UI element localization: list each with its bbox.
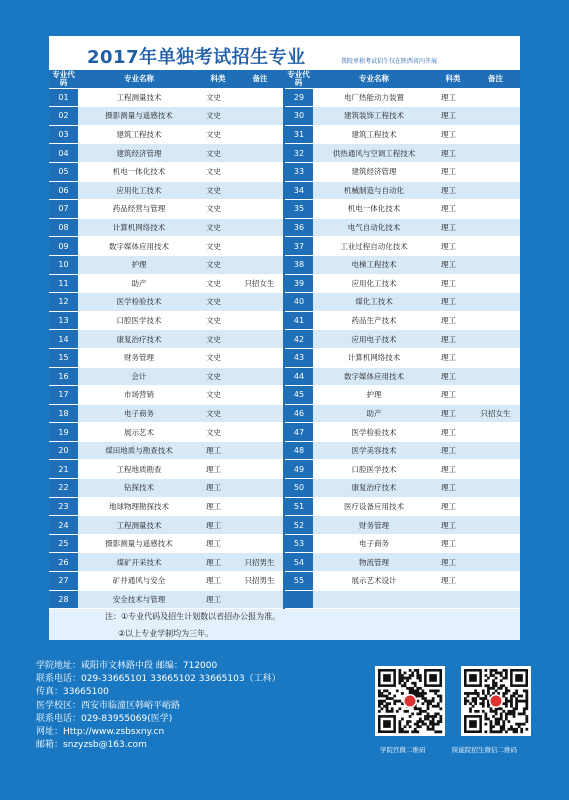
major-note xyxy=(471,460,520,479)
major-note: 只招女生 xyxy=(471,404,520,423)
major-category: 文史 xyxy=(200,218,236,237)
medical-phone-line: 联系电话：029-83955069(医学) xyxy=(36,713,173,724)
major-note xyxy=(236,200,284,219)
major-name: 工业过程自动化技术 xyxy=(313,237,435,256)
major-name: 地球物理勘探技术 xyxy=(78,497,200,516)
major-name: 工程测量技术 xyxy=(78,516,200,535)
major-code: 47 xyxy=(284,423,313,442)
major-note xyxy=(471,423,520,442)
column-header: 科类 xyxy=(435,70,471,88)
major-note xyxy=(236,181,284,200)
table-row xyxy=(49,367,520,386)
major-category: 文史 xyxy=(200,311,236,330)
major-name: 应用化工技术 xyxy=(313,274,435,293)
major-code: 26 xyxy=(49,553,78,572)
major-name: 摄影测量与遥感技术 xyxy=(78,534,200,553)
table-row xyxy=(49,572,520,591)
major-code: 12 xyxy=(49,293,78,312)
major-name: 药品生产技术 xyxy=(313,311,435,330)
table-row xyxy=(49,460,520,479)
table-row xyxy=(49,88,520,107)
major-note xyxy=(471,330,520,349)
major-code: 34 xyxy=(284,181,313,200)
table-row xyxy=(49,107,520,126)
major-note: 只招男生 xyxy=(236,553,284,572)
major-note xyxy=(471,237,520,256)
major-note xyxy=(236,460,284,479)
major-category: 理工 xyxy=(435,553,471,572)
major-name: 矿井通风与安全 xyxy=(78,572,200,591)
fax-line: 传真：33665100 xyxy=(36,687,109,698)
major-name: 助产 xyxy=(313,404,435,423)
major-name: 应用电子技术 xyxy=(313,330,435,349)
major-category: 理工 xyxy=(435,404,471,423)
major-name: 口腔医学技术 xyxy=(313,460,435,479)
major-code: 11 xyxy=(49,274,78,293)
major-code: 49 xyxy=(284,460,313,479)
major-name: 供热通风与空调工程技术 xyxy=(313,144,435,163)
major-category: 理工 xyxy=(435,479,471,498)
major-category: 理工 xyxy=(435,274,471,293)
major-category xyxy=(435,590,471,609)
major-category: 文史 xyxy=(200,200,236,219)
major-code: 15 xyxy=(49,348,78,367)
major-code: 21 xyxy=(49,460,78,479)
table-row xyxy=(49,386,520,405)
major-code: 20 xyxy=(49,441,78,460)
major-note xyxy=(471,218,520,237)
major-note xyxy=(236,107,284,126)
major-category: 理工 xyxy=(435,497,471,516)
major-category: 理工 xyxy=(435,311,471,330)
major-category: 理工 xyxy=(435,423,471,442)
major-code: 24 xyxy=(49,516,78,535)
major-category: 理工 xyxy=(435,144,471,163)
major-note xyxy=(236,367,284,386)
major-category: 理工 xyxy=(435,125,471,144)
column-header: 专业名称 xyxy=(78,70,200,88)
table-row xyxy=(49,255,520,274)
major-note: 只招女生 xyxy=(236,274,284,293)
major-category: 理工 xyxy=(435,88,471,107)
table-row xyxy=(49,181,520,200)
major-code: 05 xyxy=(49,162,78,181)
page-subtitle: 我院单独考试招生仅在陕西省内开展 xyxy=(341,58,438,65)
major-code: 04 xyxy=(49,144,78,163)
major-note xyxy=(236,590,284,609)
major-name: 工程地质勘查 xyxy=(78,460,200,479)
major-name: 建筑工程技术 xyxy=(313,125,435,144)
major-code: 39 xyxy=(284,274,313,293)
table-row xyxy=(49,497,520,516)
major-category: 文史 xyxy=(200,144,236,163)
major-note xyxy=(471,553,520,572)
major-name: 口腔医学技术 xyxy=(78,311,200,330)
major-name: 计算机网络技术 xyxy=(78,218,200,237)
major-code: 40 xyxy=(284,293,313,312)
major-category: 理工 xyxy=(435,572,471,591)
major-name: 电气自动化技术 xyxy=(313,218,435,237)
major-code: 48 xyxy=(284,441,313,460)
major-note xyxy=(236,404,284,423)
major-note xyxy=(236,125,284,144)
major-name: 医学美容技术 xyxy=(313,441,435,460)
major-code: 52 xyxy=(284,516,313,535)
major-name: 医疗设备应用技术 xyxy=(313,497,435,516)
major-note xyxy=(236,516,284,535)
major-code: 06 xyxy=(49,181,78,200)
major-code: 28 xyxy=(49,590,78,609)
column-header: 专业代码 xyxy=(49,70,78,88)
qr-code-icon xyxy=(461,666,531,736)
major-code: 18 xyxy=(49,404,78,423)
major-code: 43 xyxy=(284,348,313,367)
major-name: 计算机网络技术 xyxy=(313,348,435,367)
major-category: 理工 xyxy=(435,107,471,126)
major-name: 机电一体化技术 xyxy=(78,162,200,181)
qr-caption: 学院官微二维码 xyxy=(380,746,426,754)
column-header: 专业名称 xyxy=(313,70,435,88)
major-category: 文史 xyxy=(200,367,236,386)
major-name: 应用化工技术 xyxy=(78,181,200,200)
major-category: 文史 xyxy=(200,386,236,405)
major-code: 53 xyxy=(284,534,313,553)
medical-campus-line: 医学校区：西安市临潼区韩峪平峪路 xyxy=(36,700,181,711)
major-name: 建筑经济管理 xyxy=(313,162,435,181)
table-row xyxy=(49,423,520,442)
column-header: 科类 xyxy=(200,70,236,88)
major-category: 文史 xyxy=(200,330,236,349)
major-category: 理工 xyxy=(435,200,471,219)
major-category: 理工 xyxy=(200,441,236,460)
major-category: 理工 xyxy=(435,255,471,274)
major-name: 数字媒体应用技术 xyxy=(78,237,200,256)
major-category: 文史 xyxy=(200,348,236,367)
major-category: 文史 xyxy=(200,162,236,181)
major-note xyxy=(236,534,284,553)
major-code: 10 xyxy=(49,255,78,274)
major-code: 07 xyxy=(49,200,78,219)
major-name: 展示艺术 xyxy=(78,423,200,442)
major-name: 药品经营与管理 xyxy=(78,200,200,219)
table-row xyxy=(49,479,520,498)
major-code: 44 xyxy=(284,367,313,386)
major-note xyxy=(236,497,284,516)
table-row xyxy=(49,237,520,256)
major-note xyxy=(236,330,284,349)
email-line: 邮箱：snzyzsb@163.com xyxy=(36,740,147,751)
table-header-row xyxy=(49,70,520,88)
major-code: 37 xyxy=(284,237,313,256)
major-code: 38 xyxy=(284,255,313,274)
major-note xyxy=(471,200,520,219)
major-category: 理工 xyxy=(435,181,471,200)
major-name: 钻探技术 xyxy=(78,479,200,498)
major-note xyxy=(471,348,520,367)
table-row xyxy=(49,311,520,330)
major-category: 文史 xyxy=(200,404,236,423)
major-code: 13 xyxy=(49,311,78,330)
table-row xyxy=(49,404,520,423)
major-name: 财务管理 xyxy=(313,516,435,535)
major-code: 19 xyxy=(49,423,78,442)
major-name: 煤田地质与勘查技术 xyxy=(78,441,200,460)
major-code: 51 xyxy=(284,497,313,516)
title-bar xyxy=(49,36,520,70)
major-category: 理工 xyxy=(435,534,471,553)
major-category: 理工 xyxy=(200,516,236,535)
column-header: 专业代码 xyxy=(284,70,313,88)
major-code xyxy=(284,590,313,609)
major-code: 17 xyxy=(49,386,78,405)
major-code: 41 xyxy=(284,311,313,330)
major-code: 03 xyxy=(49,125,78,144)
major-name: 工程测量技术 xyxy=(78,88,200,107)
major-name: 数字媒体应用技术 xyxy=(313,367,435,386)
major-code: 25 xyxy=(49,534,78,553)
major-code: 22 xyxy=(49,479,78,498)
major-code: 35 xyxy=(284,200,313,219)
major-code: 54 xyxy=(284,553,313,572)
major-name: 机械制造与自动化 xyxy=(313,181,435,200)
major-name: 医学检验技术 xyxy=(313,423,435,442)
major-note xyxy=(236,423,284,442)
major-name: 康复治疗技术 xyxy=(313,479,435,498)
column-header: 备注 xyxy=(236,70,284,88)
major-code: 55 xyxy=(284,572,313,591)
major-name: 市场营销 xyxy=(78,386,200,405)
major-category: 文史 xyxy=(200,237,236,256)
major-code: 14 xyxy=(49,330,78,349)
major-category: 文史 xyxy=(200,107,236,126)
major-name: 展示艺术设计 xyxy=(313,572,435,591)
table-row xyxy=(49,293,520,312)
table-row xyxy=(49,274,520,293)
major-category: 文史 xyxy=(200,181,236,200)
major-code: 01 xyxy=(49,88,78,107)
major-note xyxy=(236,293,284,312)
table-row xyxy=(49,590,520,609)
page-title: 2017年单独考试招生专业 xyxy=(87,47,306,68)
major-note xyxy=(471,311,520,330)
major-category: 文史 xyxy=(200,423,236,442)
major-category: 文史 xyxy=(200,274,236,293)
major-category: 理工 xyxy=(200,553,236,572)
major-note xyxy=(471,274,520,293)
major-category: 理工 xyxy=(200,479,236,498)
table-row xyxy=(49,348,520,367)
major-note xyxy=(236,311,284,330)
major-note xyxy=(236,162,284,181)
major-name: 煤化工技术 xyxy=(313,293,435,312)
qr-code-icon xyxy=(375,666,445,736)
major-category: 文史 xyxy=(200,255,236,274)
major-name: 摄影测量与遥感技术 xyxy=(78,107,200,126)
major-category: 理工 xyxy=(435,460,471,479)
major-note: 只招男生 xyxy=(236,572,284,591)
website-line: 网址：Http://www.zsbsxny.cn xyxy=(36,727,165,738)
major-category: 理工 xyxy=(435,162,471,181)
major-code: 09 xyxy=(49,237,78,256)
major-note xyxy=(471,107,520,126)
major-note xyxy=(236,441,284,460)
major-note xyxy=(471,144,520,163)
major-name: 护理 xyxy=(78,255,200,274)
major-category: 理工 xyxy=(435,237,471,256)
address-line: 学院地址：咸阳市文林路中段 邮编：712000 xyxy=(36,661,218,671)
admissions-card xyxy=(49,36,520,640)
major-note xyxy=(471,293,520,312)
major-note xyxy=(471,441,520,460)
table-row xyxy=(49,144,520,163)
phone-line: 联系电话：029-33665101 33665102 33665103（工科） xyxy=(36,674,281,685)
major-note xyxy=(471,255,520,274)
major-code: 50 xyxy=(284,479,313,498)
major-note xyxy=(471,516,520,535)
major-code: 31 xyxy=(284,125,313,144)
major-category: 文史 xyxy=(200,293,236,312)
major-note xyxy=(236,218,284,237)
major-category: 理工 xyxy=(435,348,471,367)
major-name: 物流管理 xyxy=(313,553,435,572)
major-code: 30 xyxy=(284,107,313,126)
majors-table xyxy=(49,70,520,609)
qr-code-wechat xyxy=(461,666,531,736)
major-code: 42 xyxy=(284,330,313,349)
major-name: 康复治疗技术 xyxy=(78,330,200,349)
major-name: 煤矿开采技术 xyxy=(78,553,200,572)
major-category: 理工 xyxy=(435,218,471,237)
major-note xyxy=(471,367,520,386)
major-code: 29 xyxy=(284,88,313,107)
major-code: 02 xyxy=(49,107,78,126)
major-code: 46 xyxy=(284,404,313,423)
table-row xyxy=(49,516,520,535)
notes xyxy=(105,608,280,642)
major-category: 理工 xyxy=(435,386,471,405)
note-line: ②以上专业学制均为三年。 xyxy=(118,629,214,638)
column-header: 备注 xyxy=(471,70,520,88)
major-name xyxy=(313,590,435,609)
major-category: 理工 xyxy=(435,367,471,386)
major-category: 文史 xyxy=(200,88,236,107)
major-note xyxy=(471,479,520,498)
major-note xyxy=(471,386,520,405)
note-line: 注：①专业代码及招生计划数以省招办公报为准。 xyxy=(105,612,281,621)
major-note xyxy=(236,348,284,367)
major-category: 理工 xyxy=(435,516,471,535)
major-note xyxy=(471,534,520,553)
major-category: 理工 xyxy=(200,460,236,479)
table-row xyxy=(49,125,520,144)
major-note xyxy=(471,125,520,144)
table-row xyxy=(49,218,520,237)
major-name: 电子商务 xyxy=(313,534,435,553)
major-name: 电梯工程技术 xyxy=(313,255,435,274)
major-name: 建筑工程技术 xyxy=(78,125,200,144)
major-category: 文史 xyxy=(200,125,236,144)
major-name: 会计 xyxy=(78,367,200,386)
major-name: 财务管理 xyxy=(78,348,200,367)
major-code: 32 xyxy=(284,144,313,163)
major-note xyxy=(236,255,284,274)
table-row xyxy=(49,534,520,553)
major-category: 理工 xyxy=(200,534,236,553)
major-category: 理工 xyxy=(435,293,471,312)
major-category: 理工 xyxy=(200,497,236,516)
major-category: 理工 xyxy=(435,441,471,460)
qr-caption: 陕能院招生微信二维码 xyxy=(452,746,517,754)
major-note xyxy=(471,162,520,181)
major-name: 建筑经济管理 xyxy=(78,144,200,163)
contact-info xyxy=(36,660,281,752)
major-name: 机电一体化技术 xyxy=(313,200,435,219)
major-code: 16 xyxy=(49,367,78,386)
major-code: 27 xyxy=(49,572,78,591)
table-row xyxy=(49,200,520,219)
major-name: 护理 xyxy=(313,386,435,405)
major-code: 45 xyxy=(284,386,313,405)
major-note xyxy=(471,572,520,591)
major-code: 23 xyxy=(49,497,78,516)
table-row xyxy=(49,330,520,349)
major-category: 理工 xyxy=(200,572,236,591)
table-row xyxy=(49,441,520,460)
major-name: 电子商务 xyxy=(78,404,200,423)
major-note xyxy=(471,181,520,200)
major-code: 33 xyxy=(284,162,313,181)
major-note xyxy=(236,144,284,163)
major-note xyxy=(471,590,520,609)
major-note xyxy=(471,497,520,516)
major-code: 36 xyxy=(284,218,313,237)
major-name: 建筑装饰工程技术 xyxy=(313,107,435,126)
major-name: 助产 xyxy=(78,274,200,293)
major-note xyxy=(236,386,284,405)
major-category: 理工 xyxy=(435,330,471,349)
major-note xyxy=(236,479,284,498)
major-note xyxy=(236,237,284,256)
major-note xyxy=(471,88,520,107)
table-row xyxy=(49,162,520,181)
major-name: 医学检验技术 xyxy=(78,293,200,312)
major-code: 08 xyxy=(49,218,78,237)
qr-code-official xyxy=(375,666,445,736)
major-name: 安全技术与管理 xyxy=(78,590,200,609)
table-row xyxy=(49,553,520,572)
major-category: 理工 xyxy=(200,590,236,609)
major-name: 电厂热能动力装置 xyxy=(313,88,435,107)
major-note xyxy=(236,88,284,107)
